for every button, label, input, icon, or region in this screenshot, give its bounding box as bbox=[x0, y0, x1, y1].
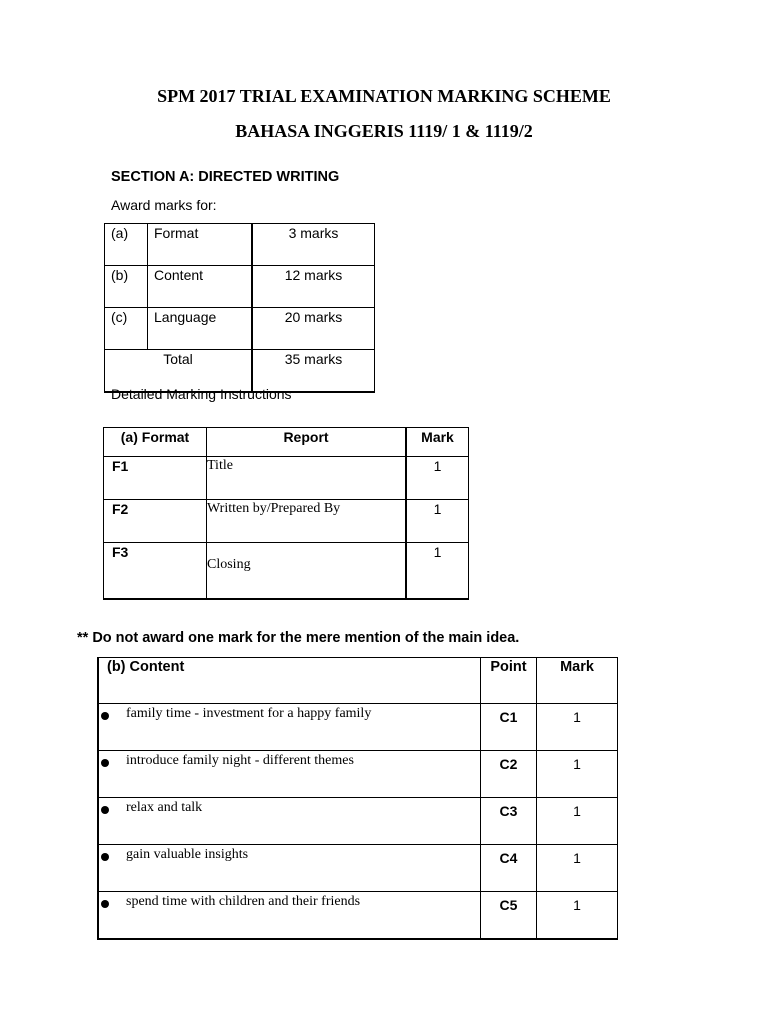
table-row bbox=[98, 892, 618, 940]
table-row bbox=[105, 224, 375, 266]
table-row bbox=[104, 543, 469, 600]
row-mark: 1 bbox=[537, 845, 618, 892]
award-label: Award marks for: bbox=[111, 197, 217, 213]
table-header-row bbox=[104, 428, 469, 457]
header-point: Point bbox=[481, 658, 537, 704]
table-row bbox=[105, 266, 375, 308]
row-desc: Closing bbox=[207, 543, 407, 600]
content-text: family time - investment for a happy family bbox=[126, 706, 372, 721]
header-mark: Mark bbox=[537, 658, 618, 704]
content-table bbox=[97, 657, 618, 940]
table-header-row bbox=[98, 658, 618, 704]
bullet-icon bbox=[101, 806, 109, 814]
content-cell bbox=[98, 798, 481, 845]
content-cell bbox=[98, 704, 481, 751]
row-code: F1 bbox=[104, 457, 207, 500]
row-item: Language bbox=[148, 308, 253, 350]
total-marks: 35 marks bbox=[252, 350, 375, 393]
row-point: C3 bbox=[481, 798, 537, 845]
row-mark: 1 bbox=[406, 457, 469, 500]
row-point: C2 bbox=[481, 751, 537, 798]
detail-label: Detailed Marking Instructions bbox=[111, 386, 292, 402]
header-content: (b) Content bbox=[98, 658, 481, 704]
bullet-icon bbox=[101, 712, 109, 720]
row-marks: 3 marks bbox=[252, 224, 375, 266]
row-desc: Title bbox=[207, 457, 407, 500]
table-row bbox=[98, 704, 618, 751]
row-point: C1 bbox=[481, 704, 537, 751]
row-mark: 1 bbox=[537, 892, 618, 940]
warning-note: ** Do not award one mark for the mere mention of the main idea. bbox=[77, 630, 520, 646]
bullet-icon bbox=[101, 759, 109, 767]
table-row bbox=[105, 308, 375, 350]
page-title: SPM 2017 TRIAL EXAMINATION MARKING SCHEME bbox=[157, 86, 611, 106]
row-code: (a) bbox=[105, 224, 148, 266]
table-row bbox=[104, 457, 469, 500]
content-text: spend time with children and their friends bbox=[126, 894, 361, 909]
row-item: Content bbox=[148, 266, 253, 308]
content-text: gain valuable insights bbox=[126, 847, 249, 862]
row-code: F2 bbox=[104, 500, 207, 543]
header-format: (a) Format bbox=[104, 428, 207, 457]
header-mark: Mark bbox=[406, 428, 469, 457]
row-mark: 1 bbox=[537, 704, 618, 751]
total-label: Total bbox=[105, 350, 253, 393]
table-row bbox=[98, 798, 618, 845]
content-text: introduce family night - different themes bbox=[126, 753, 354, 768]
row-code: (c) bbox=[105, 308, 148, 350]
row-desc: Written by/Prepared By bbox=[207, 500, 407, 543]
row-code: (b) bbox=[105, 266, 148, 308]
section-heading: SECTION A: DIRECTED WRITING bbox=[111, 169, 340, 185]
row-marks: 12 marks bbox=[252, 266, 375, 308]
table-row bbox=[98, 751, 618, 798]
format-table bbox=[103, 427, 469, 600]
row-mark: 1 bbox=[406, 500, 469, 543]
table-row bbox=[98, 845, 618, 892]
content-cell bbox=[98, 892, 481, 940]
bullet-icon bbox=[101, 900, 109, 908]
row-point: C4 bbox=[481, 845, 537, 892]
content-cell bbox=[98, 845, 481, 892]
content-cell bbox=[98, 751, 481, 798]
marks-summary-table bbox=[104, 223, 375, 393]
row-mark: 1 bbox=[537, 751, 618, 798]
row-code: F3 bbox=[104, 543, 207, 600]
row-marks: 20 marks bbox=[252, 308, 375, 350]
bullet-icon bbox=[101, 853, 109, 861]
row-item: Format bbox=[148, 224, 253, 266]
content-text: relax and talk bbox=[126, 800, 203, 815]
page-subtitle: BAHASA INGGERIS 1119/ 1 & 1119/2 bbox=[235, 121, 533, 141]
row-mark: 1 bbox=[406, 543, 469, 600]
row-mark: 1 bbox=[537, 798, 618, 845]
table-row bbox=[104, 500, 469, 543]
header-report: Report bbox=[207, 428, 407, 457]
row-point: C5 bbox=[481, 892, 537, 940]
